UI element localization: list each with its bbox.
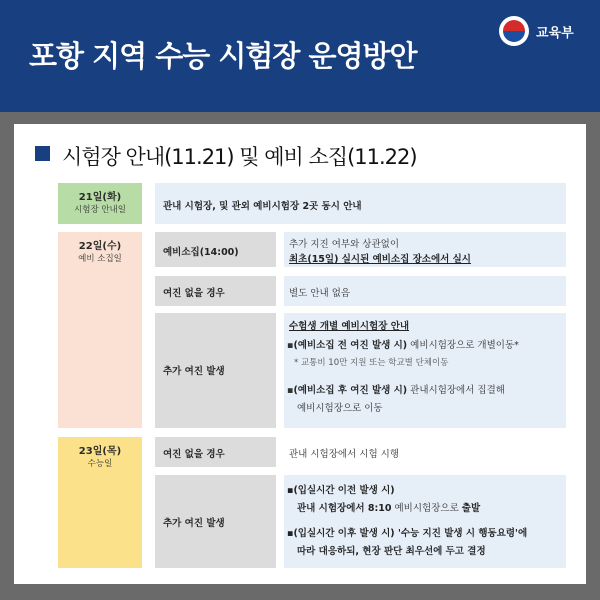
bullet-after-preregistration: ▪(예비소집 후 여진 발생 시) 관내시험장에서 집결해 bbox=[287, 385, 505, 396]
row-info-no-aftershock bbox=[284, 276, 566, 306]
header-banner bbox=[0, 0, 600, 112]
day-date: 22일(수) bbox=[78, 241, 122, 252]
row-label: 예비소집(14:00) bbox=[163, 247, 239, 258]
bullet-after-entry: ▪(입실시간 이후 발생 시) '수능 지진 발생 시 행동요령'에 bbox=[287, 528, 528, 539]
row-label-no-aftershock-23 bbox=[155, 437, 276, 467]
day-label: 수능일 bbox=[87, 459, 113, 469]
row-label-no-aftershock bbox=[155, 276, 276, 306]
section-bullet-icon bbox=[35, 146, 50, 161]
bullet-before-entry: ▪(입실시간 이전 발생 시) bbox=[287, 485, 395, 496]
row-info-aftershock-22 bbox=[284, 313, 566, 428]
row-content-line1: 추가 지진 여부와 상관없이 bbox=[289, 239, 400, 250]
day-date: 23일(목) bbox=[78, 446, 122, 457]
section-title: 시험장 안내(11.21) 및 예비 소집(11.22) bbox=[62, 145, 417, 169]
row-content-line2: 최초(15일) 실시된 예비소집 장소에서 실시 bbox=[289, 254, 471, 265]
row-content: 관내 시험장, 및 관외 예비시험장 2곳 동시 안내 bbox=[163, 201, 362, 212]
ministry-logo-icon bbox=[499, 16, 529, 46]
row-content: 관내 시험장에서 시험 시행 bbox=[289, 449, 400, 460]
day-cell-22 bbox=[58, 232, 142, 428]
row-label: 추가 여진 발생 bbox=[163, 366, 225, 377]
day-label: 예비 소집일 bbox=[78, 254, 122, 264]
row-label: 추가 여진 발생 bbox=[163, 518, 225, 529]
bullet-before-preregistration: ▪(예비소집 전 여진 발생 시) 예비시험장으로 개별이동* bbox=[287, 340, 519, 351]
bullet-continuation: 예비시험장으로 이동 bbox=[297, 403, 383, 414]
row-content: 별도 안내 없음 bbox=[289, 288, 351, 299]
row-label-aftershock-22 bbox=[155, 313, 276, 428]
row-heading: 수험생 개별 예비시험장 안내 bbox=[289, 321, 410, 332]
day-cell-21 bbox=[58, 183, 142, 224]
row-label-preregistration bbox=[155, 232, 276, 267]
day-date: 21일(화) bbox=[78, 192, 122, 203]
footnote-transport: * 교통비 10만 지원 또는 학교별 단체이동 bbox=[294, 358, 449, 368]
row-info-preregistration bbox=[284, 232, 566, 267]
row-label: 여진 없을 경우 bbox=[163, 288, 225, 299]
row-info-no-aftershock-23 bbox=[284, 437, 566, 467]
row-label-aftershock-23 bbox=[155, 475, 276, 568]
page-title: 포항 지역 수능 시험장 운영방안 bbox=[29, 39, 417, 73]
ministry-name: 교육부 bbox=[536, 26, 574, 41]
bullet-after-entry-detail: 따라 대응하되, 현장 판단 최우선에 두고 결정 bbox=[297, 546, 486, 557]
row-label: 여진 없을 경우 bbox=[163, 449, 225, 460]
row-info-aftershock-23 bbox=[284, 475, 566, 568]
day-cell-23 bbox=[58, 437, 142, 568]
row-info-21 bbox=[155, 183, 566, 224]
day-label: 시험장 안내일 bbox=[74, 205, 126, 215]
bullet-before-entry-detail: 관내 시험장에서 8:10 예비시험장으로 출발 bbox=[297, 503, 481, 514]
